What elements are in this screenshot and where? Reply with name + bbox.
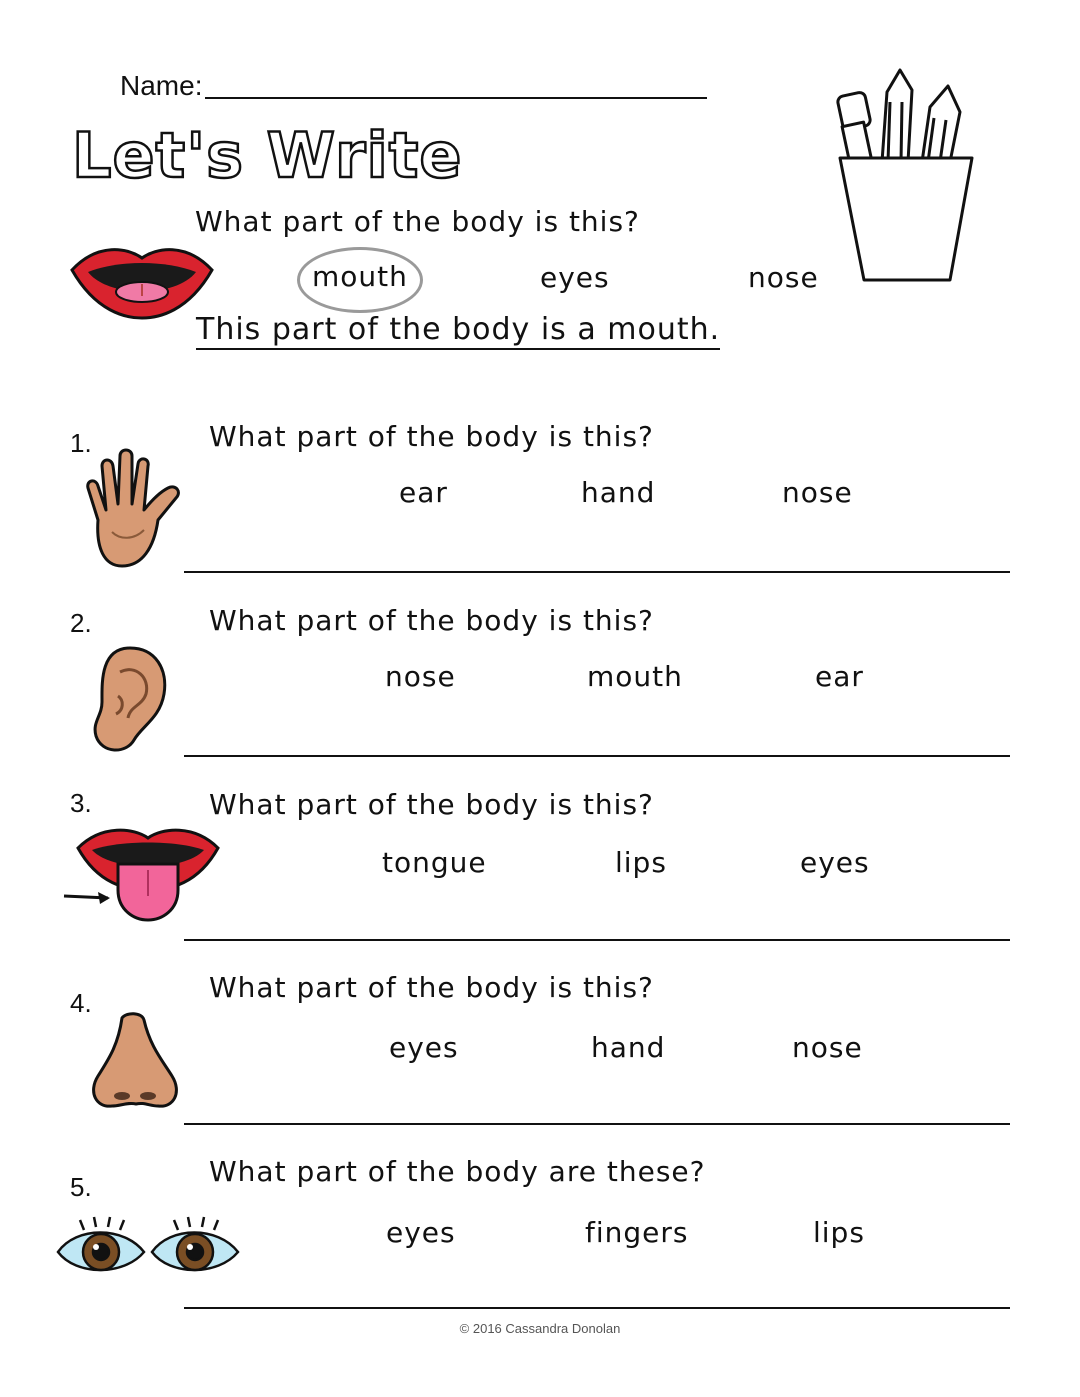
question-1-option-3[interactable]: nose xyxy=(782,476,853,509)
question-4-answer-line[interactable] xyxy=(184,1123,1010,1125)
mouth-icon xyxy=(68,242,216,320)
question-5-option-3[interactable]: lips xyxy=(813,1216,865,1249)
question-2-option-3[interactable]: ear xyxy=(815,660,864,693)
question-4-number: 4. xyxy=(70,988,92,1018)
question-3-option-1[interactable]: tongue xyxy=(382,846,487,879)
question-2-option-1[interactable]: nose xyxy=(385,660,456,693)
name-write-line[interactable] xyxy=(205,97,707,99)
tongue-icon xyxy=(62,824,220,924)
question-2-number: 2. xyxy=(70,608,92,638)
nose-icon xyxy=(88,1012,182,1110)
question-1-option-1[interactable]: ear xyxy=(399,476,448,509)
question-1-answer-line[interactable] xyxy=(184,571,1010,573)
question-1-text: What part of the body is this? xyxy=(209,420,654,453)
question-3-number: 3. xyxy=(70,788,92,818)
question-1-number: 1. xyxy=(70,428,92,458)
pencil-cup-icon xyxy=(832,62,977,292)
question-5-number: 5. xyxy=(70,1172,92,1202)
example-option-2[interactable]: eyes xyxy=(540,261,610,294)
example-option-3[interactable]: nose xyxy=(748,261,819,294)
ear-icon xyxy=(90,644,170,756)
question-5-text: What part of the body are these? xyxy=(209,1155,706,1188)
question-3-answer-line[interactable] xyxy=(184,939,1010,941)
question-5-option-1[interactable]: eyes xyxy=(386,1216,456,1249)
question-3-text: What part of the body is this? xyxy=(209,788,654,821)
question-4-option-3[interactable]: nose xyxy=(792,1031,863,1064)
hand-icon xyxy=(80,448,188,570)
question-3-option-2[interactable]: lips xyxy=(615,846,667,879)
example-answer-sentence: This part of the body is a mouth. xyxy=(196,312,720,350)
page-title: Let's Write xyxy=(72,119,463,192)
name-label: Name: xyxy=(120,70,203,101)
question-4-option-2[interactable]: hand xyxy=(591,1031,666,1064)
example-question: What part of the body is this? xyxy=(195,205,640,238)
eyes-icon xyxy=(54,1214,242,1280)
copyright-text: © 2016 Cassandra Donolan xyxy=(459,1321,621,1336)
question-4-option-1[interactable]: eyes xyxy=(389,1031,459,1064)
question-1-option-2[interactable]: hand xyxy=(581,476,656,509)
question-3-option-3[interactable]: eyes xyxy=(800,846,870,879)
question-5-option-2[interactable]: fingers xyxy=(585,1216,689,1249)
question-2-text: What part of the body is this? xyxy=(209,604,654,637)
question-2-answer-line[interactable] xyxy=(184,755,1010,757)
example-option-1[interactable]: mouth xyxy=(312,260,408,293)
question-5-answer-line[interactable] xyxy=(184,1307,1010,1309)
question-4-text: What part of the body is this? xyxy=(209,971,654,1004)
question-2-option-2[interactable]: mouth xyxy=(587,660,683,693)
